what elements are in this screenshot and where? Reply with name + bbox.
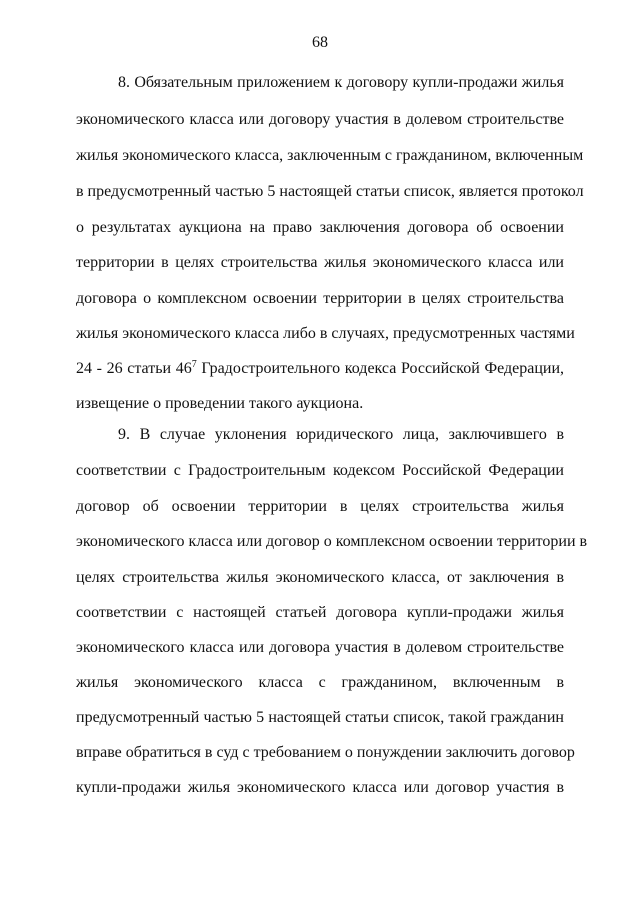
paragraph-line: целях строительства жилья экономического класса, от заключения в (76, 569, 564, 586)
paragraph-line: экономического класса или договора участия в долевом строительстве (76, 639, 564, 656)
paragraph-line: территории в целях строительства жилья экономического класса или (76, 254, 564, 271)
paragraph-line: соответствии с Градостроительным кодексом Российской Федерации (76, 462, 564, 479)
paragraph-line: 8. Обязательным приложением к договору купли-продажи жилья (118, 74, 564, 91)
paragraph-last-line: извещение о проведении такого аукциона. (76, 395, 364, 412)
reference-text-rest: Градостроительного кодекса Российской Федерации, (196, 360, 565, 377)
paragraph-line: договор об освоении территории в целях строительства жилья (76, 498, 564, 515)
superscript: 7 (191, 359, 197, 370)
paragraph-line: о результатах аукциона на право заключения договора об освоении (76, 219, 564, 236)
paragraph-line: вправе обратиться в суд с требованием о понуждении заключить договор (76, 744, 575, 761)
paragraph-line: соответствии с настоящей статьей договора купли-продажи жилья (76, 604, 564, 621)
paragraph-line: предусмотренный частью 5 настоящей статьи список, такой гражданин (76, 709, 564, 726)
paragraph-line: договора о комплексном освоении территории в целях строительства (76, 290, 564, 307)
reference-text: 24 - 26 статьи 46 (76, 360, 192, 377)
paragraph-line: экономического класса или договор о комплексном освоении территории в (76, 533, 588, 550)
page-number: 68 (312, 34, 328, 51)
paragraph-line: жилья экономического класса либо в случаях, предусмотренных частями (76, 325, 575, 342)
paragraph-line-with-reference (76, 359, 564, 379)
paragraph-line: 9. В случае уклонения юридического лица, заключившего в (118, 426, 564, 443)
paragraph-line: жилья экономического класса с гражданином, включенным в (76, 674, 564, 691)
paragraph-line: купли-продажи жилья экономического класса или договор участия в (76, 779, 564, 796)
paragraph-line: жилья экономического класса, заключенным с гражданином, включенным (76, 147, 584, 164)
paragraph-line: экономического класса или договору участия в долевом строительстве (76, 111, 564, 128)
paragraph-line: в предусмотренный частью 5 настоящей статьи список, является протокол (76, 183, 584, 200)
